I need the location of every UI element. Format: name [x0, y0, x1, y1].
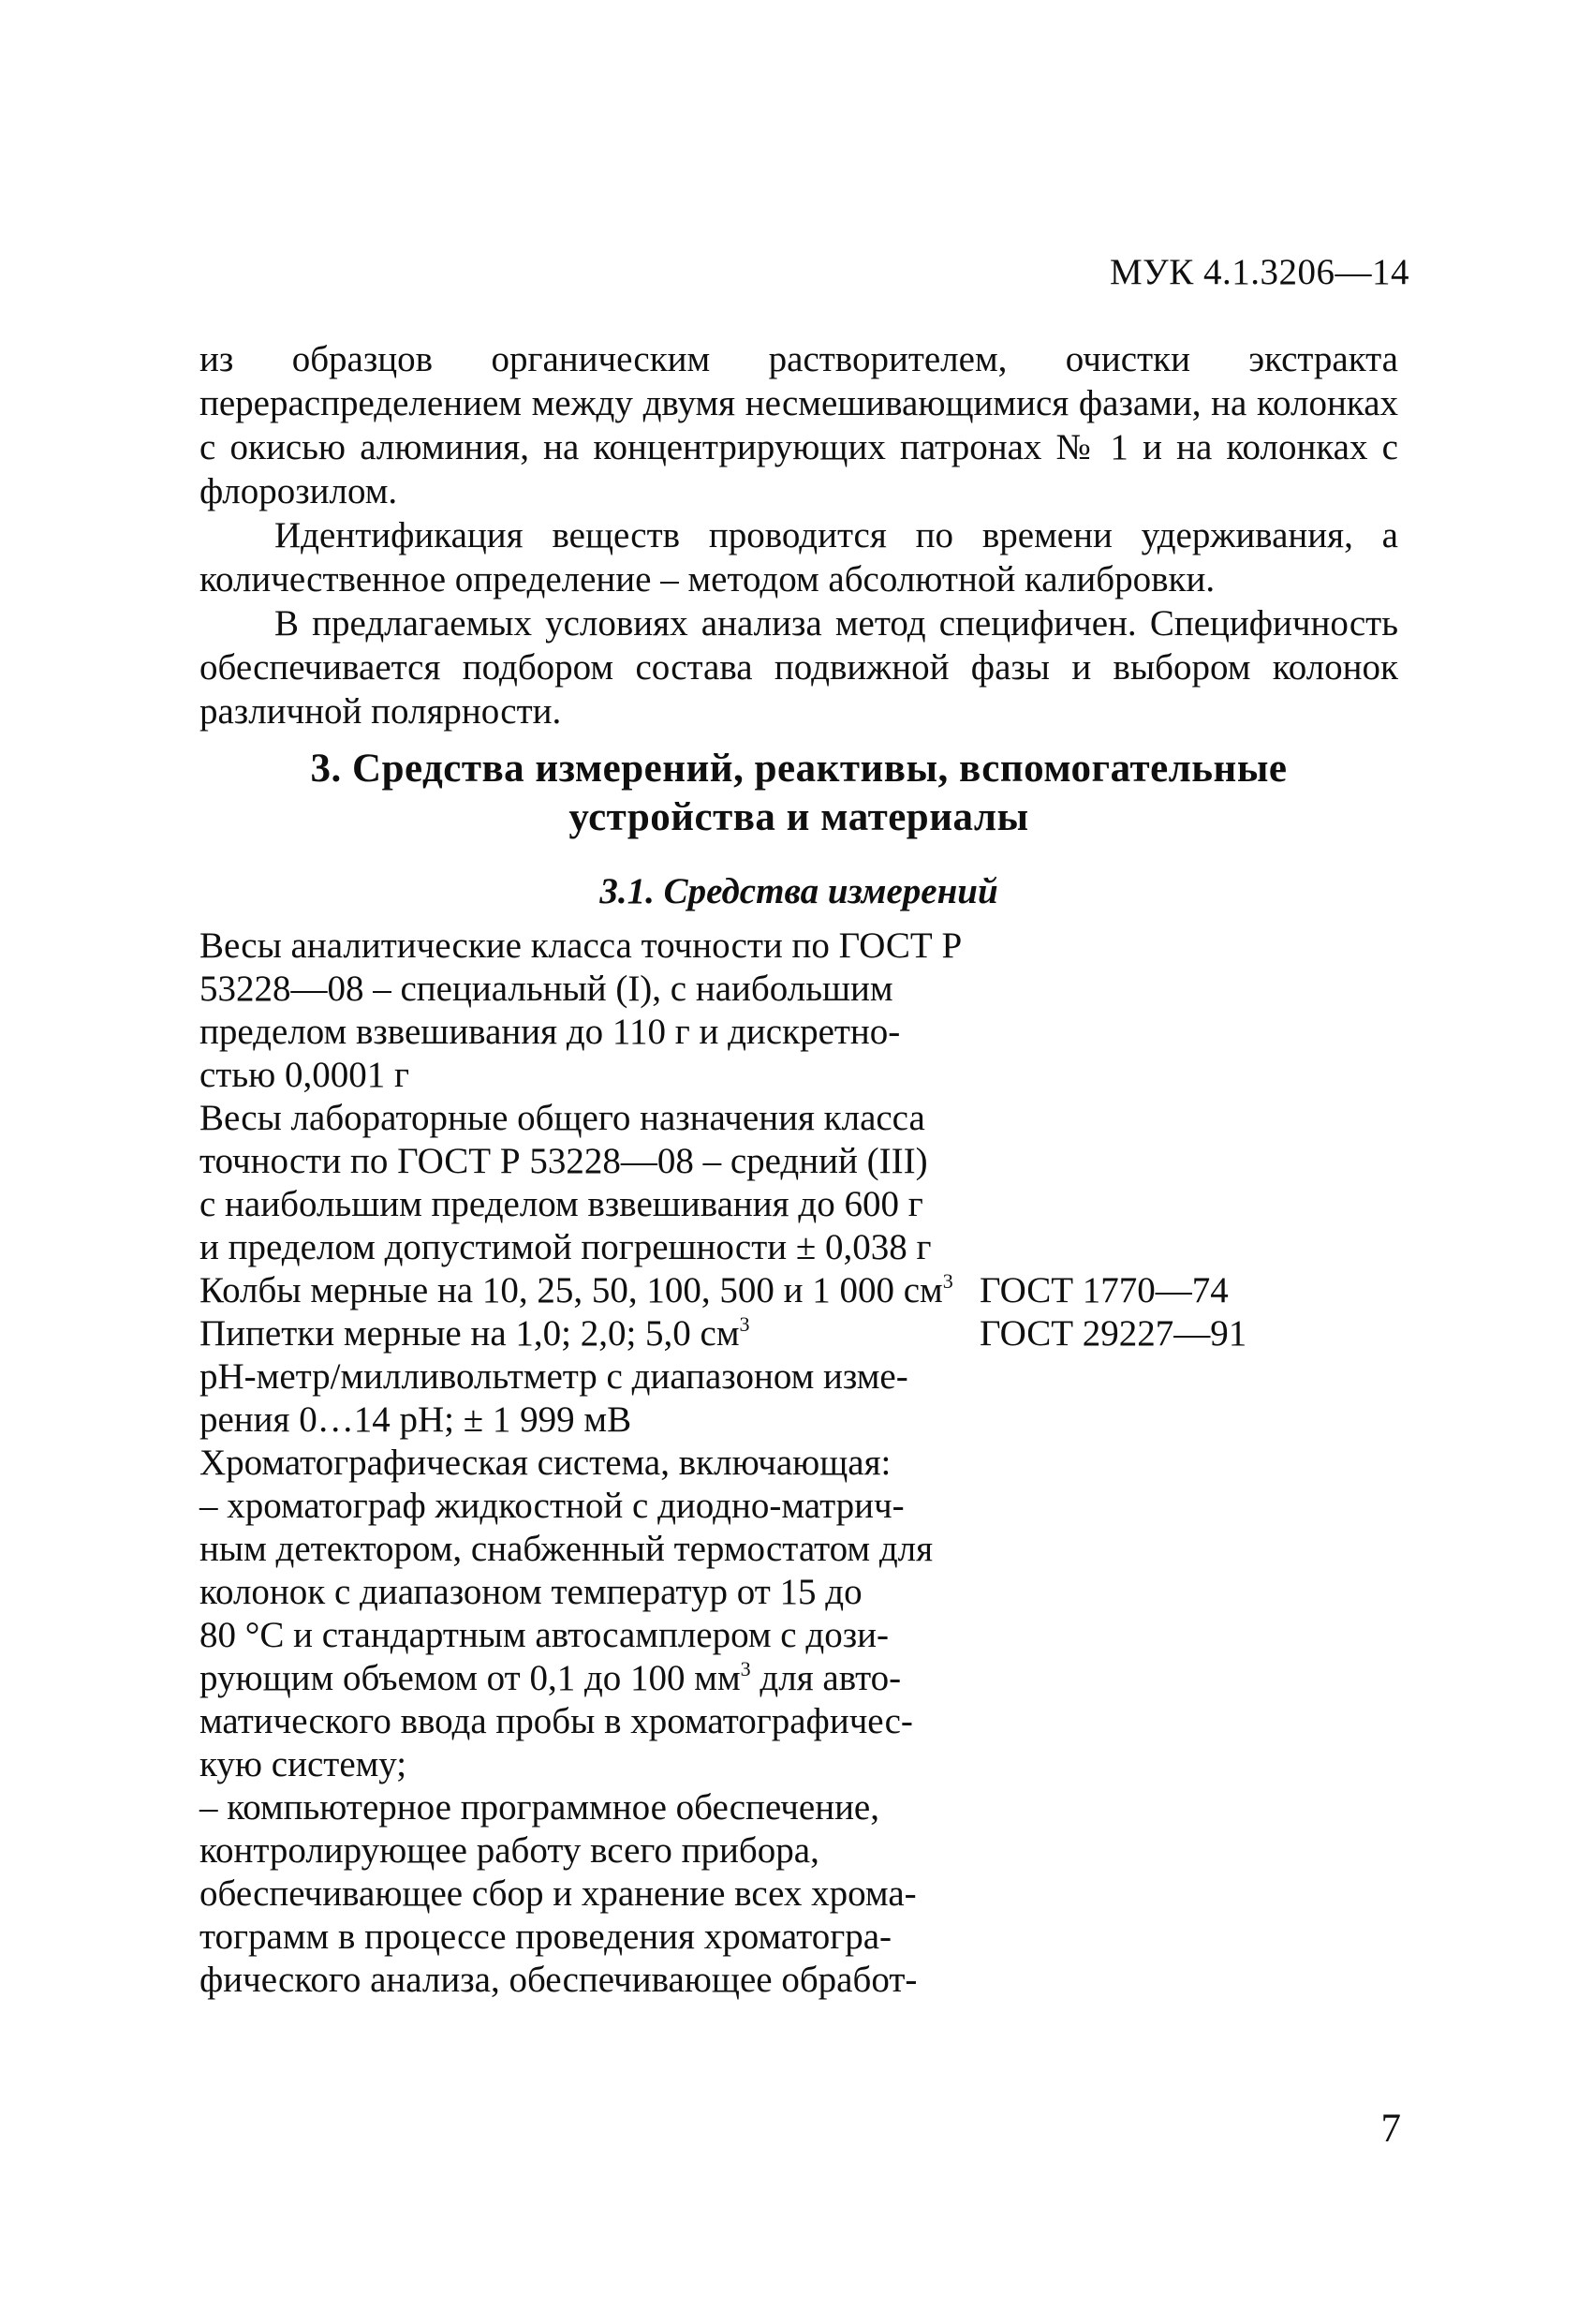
intro-paragraph: Идентификация веществ проводится по времени удерживания, а количественное определение – методом абсолютной калибровки.: [199, 515, 1398, 600]
superscript: 3: [740, 1657, 751, 1680]
item-line: стью 0,0001 г: [199, 1055, 410, 1095]
item-line: матического ввода пробы в хроматографичес-: [199, 1701, 913, 1741]
item-line: рующим объемом от 0,1 до 100 $мм^3$ для авто-: [199, 1657, 902, 1698]
page-number: 7: [1380, 2107, 1401, 2151]
subsection-heading: 3.1. Средства измерений: [599, 871, 998, 911]
item-line: и пределом допустимой погрешности ± 0,038 г: [199, 1227, 932, 1267]
equipment-list: [199, 925, 1417, 2002]
item-line: тограмм в процессе проведения хроматогра-: [199, 1917, 892, 1957]
item-line: – компьютерное программное обеспечение,: [199, 1787, 879, 1828]
list-item: [199, 1269, 1417, 1312]
item-line: Весы аналитические класса точности по ГОСТ Р: [199, 925, 963, 966]
item-line: ным детектором, снабженный термостатом для: [199, 1529, 934, 1569]
intro-paragraph: из образцов органическим растворителем, очистки экстракта перераспределением между двумя несмешивающимися фазами, на колонках с окисью алюминия, на концентрирующих патронах № 1 и на колонках с флорозилом.: [199, 339, 1398, 511]
item-line: Колбы мерные на 10, 25, 50, 100, 500 и 1 000 $см^3$: [199, 1269, 953, 1310]
item-line: 80 °С и стандартным автосамплером с дози-: [199, 1615, 889, 1655]
item-line: Весы лабораторные общего назначения класса: [199, 1098, 925, 1138]
superscript: 3: [739, 1312, 750, 1336]
list-item: [199, 1442, 1417, 2002]
item-line: – хроматограф жидкостной с диодно-матрич-: [199, 1486, 905, 1526]
list-item: [199, 925, 1417, 1097]
standard-reference: ГОСТ 1770—74: [980, 1270, 1229, 1310]
document-code: МУК 4.1.3206—14: [1109, 252, 1409, 292]
item-line: точности по ГОСТ Р 53228—08 – средний (III): [199, 1141, 928, 1181]
list-item: [199, 1312, 1417, 1355]
item-line: рН-метр/милливольтметр с диапазоном изме-: [199, 1356, 908, 1397]
superscript: 3: [942, 1269, 953, 1293]
section-heading-line: устройства и материалы: [568, 795, 1029, 839]
item-line: Хроматографическая система, включающая:: [199, 1443, 892, 1483]
intro-text: [199, 337, 1398, 733]
item-line: обеспечивающее сбор и хранение всех хрома-: [199, 1873, 917, 1914]
item-line: рения 0…14 рН; ± 1 999 мВ: [199, 1399, 632, 1440]
item-line: 53228—08 – специальный (I), с наибольшим: [199, 969, 893, 1009]
item-line: пределом взвешивания до 110 г и дискретно-: [199, 1012, 901, 1052]
list-item: [199, 1097, 1417, 1269]
list-item: [199, 1355, 1417, 1442]
standard-reference: ГОСТ 29227—91: [980, 1313, 1247, 1354]
item-line: Пипетки мерные на 1,0; 2,0; 5,0 $см^3$: [199, 1312, 750, 1354]
section-heading-line: 3. Средства измерений, реактивы, вспомогательные: [310, 747, 1288, 791]
item-line: контролирующее работу всего прибора,: [199, 1830, 819, 1871]
item-line: с наибольшим пределом взвешивания до 600 г: [199, 1184, 923, 1224]
item-line: колонок с диапазоном температур от 15 до: [199, 1572, 863, 1612]
item-line: кую систему;: [199, 1744, 407, 1784]
intro-paragraph: В предлагаемых условиях анализа метод специфичен. Специфичность обеспечивается подбором состава подвижной фазы и выбором колонок различной полярности.: [199, 603, 1398, 732]
item-line: фического анализа, обеспечивающее обработ-: [199, 1960, 918, 2000]
section-heading: [199, 745, 1398, 842]
